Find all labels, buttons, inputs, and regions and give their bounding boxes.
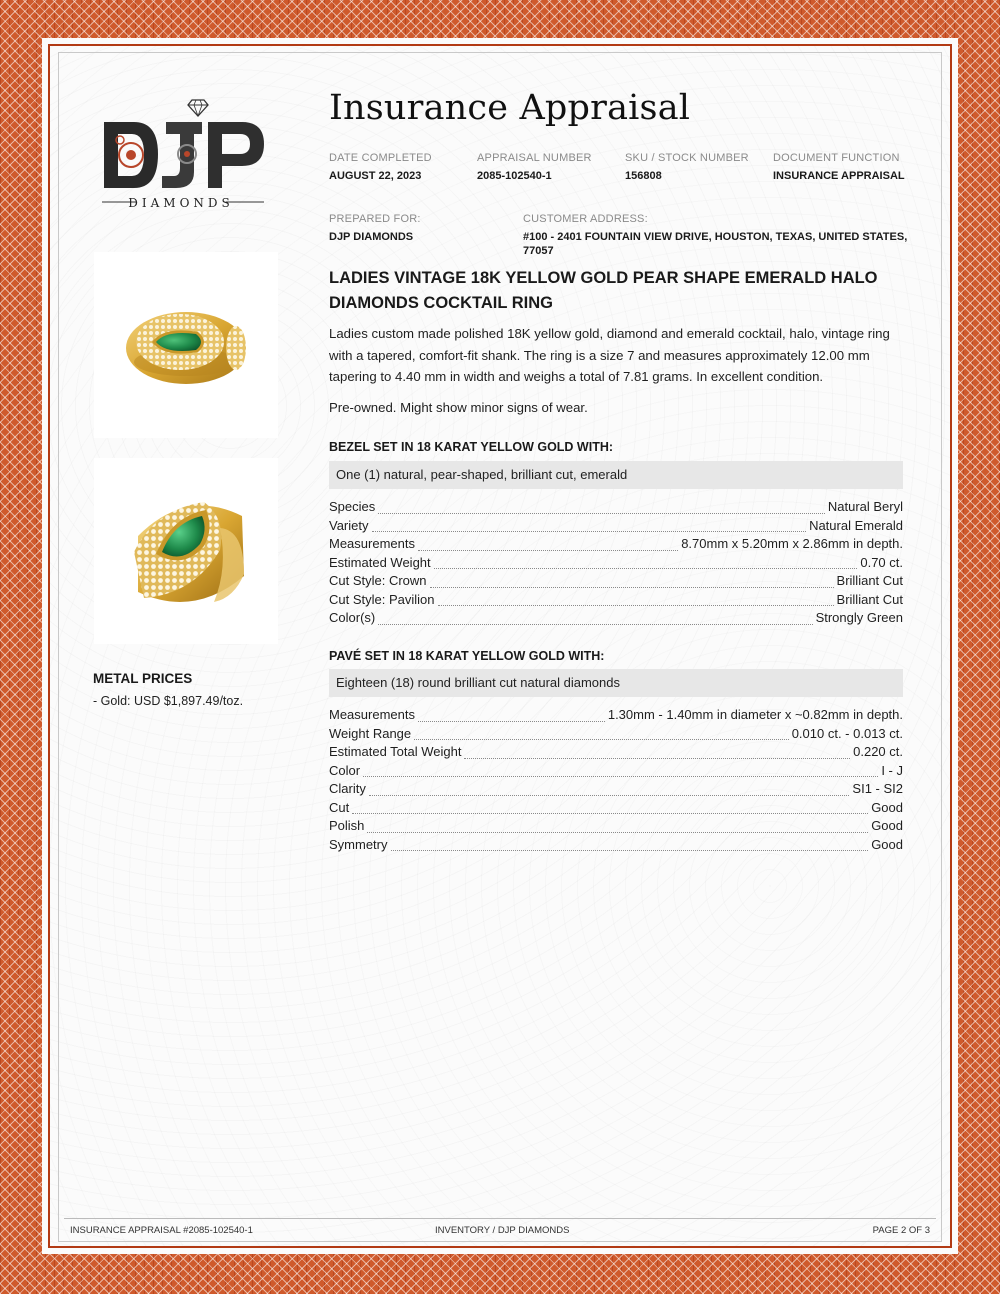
spec-value: 1.30mm - 1.40mm in diameter x ~0.82mm in depth. [607, 707, 903, 722]
prepared-for-value: DJP DIAMONDS [329, 231, 414, 243]
logo-subtitle: DIAMONDS [128, 196, 234, 210]
spec-label: Variety [329, 517, 369, 533]
bezel-spec-row [329, 573, 903, 591]
prepared-for-label: PREPARED FOR: [329, 213, 421, 225]
pave-spec-row [329, 818, 903, 836]
item-title-line2: DIAMONDS COCKTAIL RING [329, 294, 553, 312]
footer-divider [64, 1218, 936, 1219]
spec-value: Brilliant Cut [836, 573, 903, 588]
date-completed-value: AUGUST 22, 2023 [329, 170, 422, 182]
bezel-spec-row [329, 499, 903, 517]
pave-spec-row [329, 837, 903, 855]
appraisal-number-label: APPRAISAL NUMBER [477, 152, 592, 164]
ring-photo-top [94, 252, 278, 438]
spec-label: Color [329, 762, 361, 778]
bezel-heading: BEZEL SET IN 18 KARAT YELLOW GOLD WITH: [329, 440, 614, 454]
spec-value: 0.010 ct. - 0.013 ct. [791, 725, 903, 741]
pave-heading: PAVÉ SET IN 18 KARAT YELLOW GOLD WITH: [329, 649, 605, 663]
footer-appraisal-ref: INSURANCE APPRAISAL #2085-102540-1 [70, 1225, 253, 1236]
customer-address-line1: #100 - 2401 FOUNTAIN VIEW DRIVE, HOUSTON, TEXAS, UNITED STATES, [523, 231, 908, 243]
pave-spec-row [329, 781, 903, 799]
date-completed-label: DATE COMPLETED [329, 152, 432, 164]
pave-spec-row [329, 707, 903, 725]
leader-dots [363, 766, 878, 777]
spec-label: Measurements [329, 536, 415, 551]
diamond-icon [188, 100, 208, 116]
leader-dots [352, 803, 868, 814]
footer-inventory: INVENTORY / DJP DIAMONDS [435, 1225, 570, 1236]
metal-price-gold: - Gold: USD $1,897.49/toz. [93, 694, 244, 708]
bezel-spec-row [329, 592, 903, 610]
leader-dots [434, 558, 858, 569]
spec-label: Cut Style: Pavilion [329, 591, 435, 607]
leader-dots [367, 822, 868, 833]
spec-value: 8.70mm x 5.20mm x 2.86mm in depth. [681, 536, 903, 551]
appraisal-number-value: 2085-102540-1 [477, 170, 552, 182]
spec-value: Good [871, 818, 903, 833]
pave-spec-row [329, 726, 903, 744]
spec-label: Measurements [329, 707, 415, 722]
spec-value: 0.220 ct. [853, 744, 903, 759]
leader-dots [378, 614, 812, 625]
bezel-spec-row [329, 555, 903, 573]
spec-label: Cut Style: Crown [329, 573, 427, 588]
document-title: Insurance Appraisal [329, 88, 691, 128]
item-condition-note: Pre-owned. Might show minor signs of wear. [329, 400, 588, 415]
spec-label: Estimated Weight [329, 554, 431, 570]
footer-page-number: PAGE 2 OF 3 [872, 1225, 930, 1236]
metal-prices-heading: METAL PRICES [93, 671, 193, 686]
spec-label: Species [329, 499, 376, 514]
leader-dots [418, 540, 678, 551]
spec-label: Polish [329, 818, 365, 833]
item-description: Ladies custom made polished 18K yellow gold, diamond and emerald cocktail, halo, vintage ring with a tapered, comfort-fit shank. The ring is a size 7 and measures approximately 12.00 mm tapering to 4.40 mm in width and weighs a total of 7.81 grams. In excellent condition. [329, 326, 890, 384]
pave-spec-row [329, 744, 903, 762]
leader-dots [391, 840, 869, 851]
leader-dots [414, 729, 789, 740]
pave-spec-row [329, 800, 903, 818]
leader-dots [378, 503, 825, 514]
spec-value: SI1 - SI2 [852, 781, 903, 796]
spec-label: Clarity [329, 781, 366, 796]
leader-dots [372, 521, 807, 532]
bezel-spec-row [329, 536, 903, 554]
document-function-value: INSURANCE APPRAISAL [773, 170, 905, 182]
document-function-label: DOCUMENT FUNCTION [773, 152, 900, 164]
spec-label: Weight Range [329, 725, 412, 741]
customer-address-label: CUSTOMER ADDRESS: [523, 213, 648, 225]
sku-value: 156808 [625, 170, 662, 182]
spec-value: I - J [881, 762, 903, 778]
spec-value: Good [871, 799, 903, 815]
leader-dots [369, 785, 850, 796]
spec-label: Cut [329, 799, 350, 815]
sku-label: SKU / STOCK NUMBER [625, 152, 749, 164]
item-title [329, 266, 909, 316]
ring-photo-angle [94, 458, 278, 644]
spec-value: Natural Beryl [827, 499, 903, 514]
spec-value: 0.70 ct. [860, 554, 903, 570]
spec-label: Estimated Total Weight [329, 744, 462, 759]
spec-value: Good [871, 836, 903, 852]
spec-label: Symmetry [329, 836, 388, 852]
pave-spec-row [329, 763, 903, 781]
bezel-spec-row [329, 518, 903, 536]
leader-dots [418, 711, 605, 722]
spec-value: Natural Emerald [809, 517, 903, 533]
leader-dots [464, 748, 850, 759]
item-title-line1: LADIES VINTAGE 18K YELLOW GOLD PEAR SHAPE EMERALD HALO [329, 269, 878, 287]
customer-address-line2: 77057 [523, 245, 554, 257]
spec-label: Color(s) [329, 610, 376, 625]
pave-summary: Eighteen (18) round brilliant cut natural diamonds [329, 669, 903, 697]
leader-dots [438, 595, 834, 606]
leader-dots [430, 577, 834, 588]
bezel-summary: One (1) natural, pear-shaped, brilliant cut, emerald [329, 461, 903, 489]
spec-value: Strongly Green [815, 610, 903, 625]
djp-logo [96, 96, 276, 220]
bezel-spec-row [329, 610, 903, 628]
spec-value: Brilliant Cut [836, 591, 903, 607]
